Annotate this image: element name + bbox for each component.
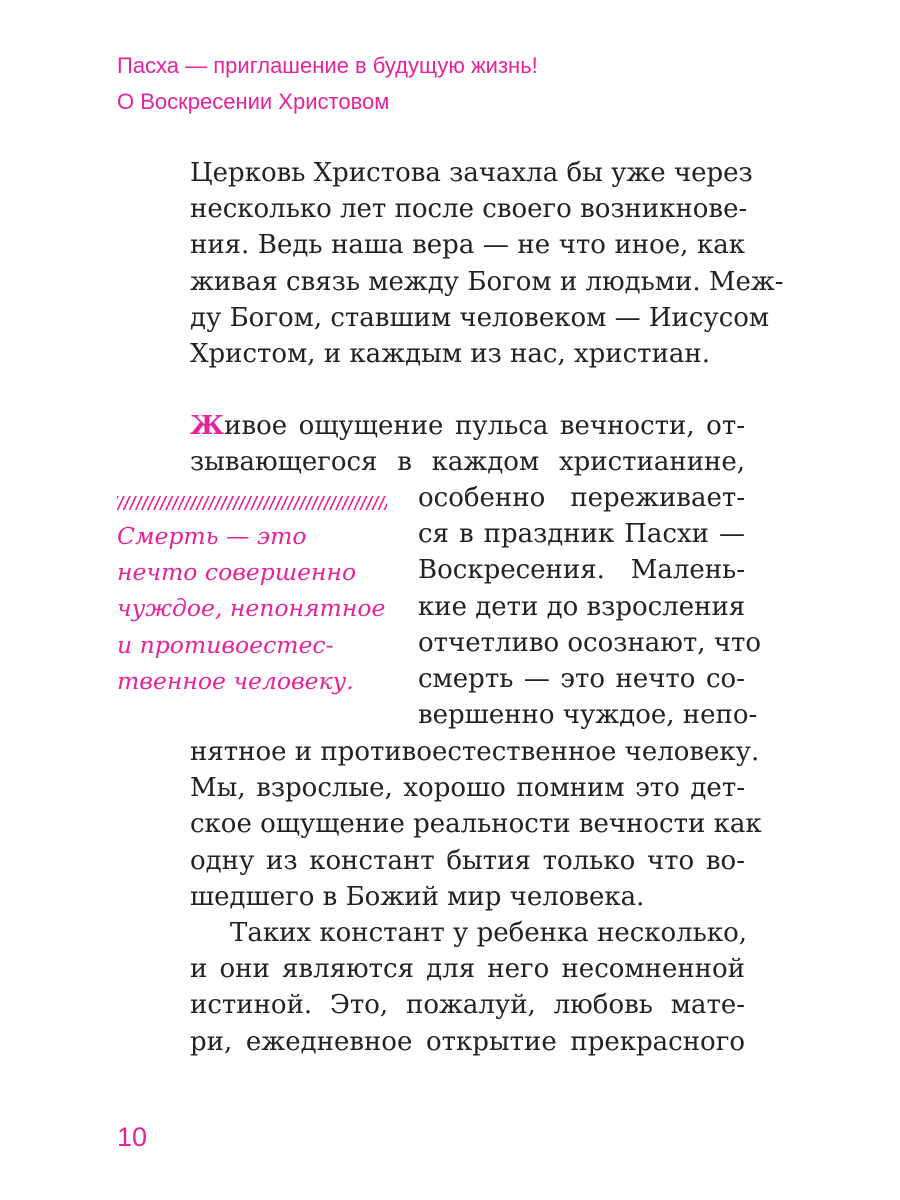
text-line: Церковь Христова зачахла бы уже через [190,158,753,188]
text-line: кие дети до взросления [418,591,746,622]
text-line: отчетливо осознают, что [418,627,762,658]
pullquote-line: и противоестес- [117,630,334,659]
text-line: одну из констант бытия только что во- [190,845,745,876]
text-line: Воскресения. Малень- [418,555,745,586]
text-line: истиной. Это, пожалуй, любовь мате- [190,990,745,1021]
pullquote-line: нечто совершенно [117,558,357,587]
paragraph-2-top [190,408,745,480]
drop-initial: Ж [190,411,225,441]
text-line: Мы, взрослые, хорошо помним это дет- [190,773,745,804]
pullquote-line: Смерть — это [117,522,307,550]
text-line: ся в праздник Пасхи — [418,519,745,550]
text-line [190,408,745,444]
text-line: Таких констант у ребенка несколько, [230,918,748,948]
text-fragment: ивое ощущение пульса вечности, от- [224,411,745,441]
text-line: живая связь между Богом и людьми. Меж- [190,266,784,297]
text-line: особенно переживает- [418,483,745,513]
text-line: ское ощущение реальности вечности как [190,809,762,840]
text-line: смерть — это нечто со- [418,663,745,694]
text-line: Христом, и каждым из нас, христиан. [190,338,710,369]
text-line: ния. Ведь наша вера — не что иное, как [190,230,745,261]
text-line: и они являются для него несомненной [190,954,745,985]
text-line: вершенно чуждое, непо- [418,700,758,731]
pullquote-hatched-rule [117,496,387,510]
page-number: 10 [117,1122,148,1152]
text-line: ду Богом, ставшим человеком — Иисусом [190,302,770,333]
paragraph-2-side-column [418,480,762,733]
pullquote-line: твенное человеку. [117,666,354,695]
paragraph-1 [190,155,784,372]
pullquote [117,518,387,699]
paragraph-3 [190,915,748,1060]
text-line: несколько лет после своего возникнове- [190,194,748,225]
chapter-title: О Воскресении Христовом [117,89,390,114]
running-head [117,48,677,120]
text-line: ри, ежедневное открытие прекрасного [190,1026,745,1057]
text-line: шедшего в Божий мир человека. [190,881,645,912]
book-title: Пасха — приглашение в будущую жизнь! [117,53,538,78]
paragraph-2-bottom [190,734,762,915]
text-line: нятное и противоестественное человеку. [190,737,760,767]
text-line: зывающегося в каждом христианине, [190,447,745,478]
pullquote-line: чуждое, непонятное [117,594,386,623]
